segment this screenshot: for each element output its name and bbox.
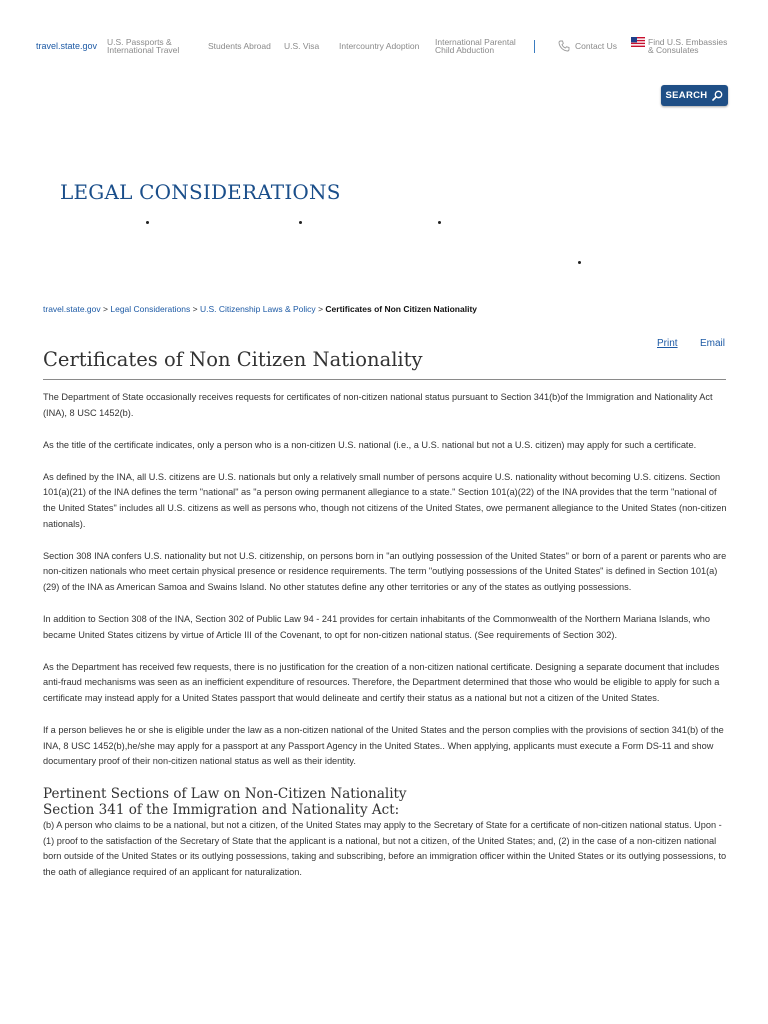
search-button[interactable] [661,85,728,106]
print-link[interactable]: Print [657,338,678,349]
nav-link-find-embassies[interactable] [648,38,727,54]
breadcrumb-legal-considerations[interactable]: Legal Considerations [110,304,191,314]
paragraph: If a person believes he or she is eligible under the law as a non-citizen national of the United States and the person complies with the provisions of section 341(b) of the INA, 8 USC 1452(b),he/she may apply for a passport at any Passport Agency in the United States.. When applying, applicants must execute a Form DS-11 and show documentary proof of their non-citizen national status as well as their identity. [43,724,724,767]
paragraph: As the Department has received few requests, there is no justification for the creation of a non-citizen national certificate. Designing a separate document that includes anti-fraud mechanisms was seen as an inefficient expenditure of resources. Therefore, the Department determined that those who would be eligible to apply for such a certificate may instead apply for a United States passport that would delineate and certify their status as a national but not a citizen of the United States. [43,661,720,703]
breadcrumb [43,304,477,314]
law-section-text: (b) A person who claims to be a national, but not a citizen, of the United States may apply to the Secretary of State for a certificate of non-citizen national status. Upon - (1) proof to the satisfaction of the Secretary of State that the applicant is a national, but not a citizen, of the United States; and, (2) in the case of a non-citizen national born outside of the United States or its outlying possessions, taking and subscribing, before an immigration officer within the United States or its outlying possessions, to the oath of allegiance required of an applicant for naturalization. [43,820,727,877]
nav-link-abduction-line2: Child Abduction [435,45,495,55]
nav-link-passports-line1: U.S. Passports & [107,37,172,47]
nav-link-passports[interactable] [107,38,179,54]
nav-link-students-abroad[interactable]: Students Abroad [208,41,271,51]
nav-link-embassies-line1: Find U.S. Embassies [648,37,728,47]
paragraph: The Department of State occasionally receives requests for certificates of non-citizen national status pursuant to Section 341(b)of the Immigration and Nationality Act (INA), 8 USC 1452(b). [43,392,713,418]
email-link[interactable]: Email [700,338,726,349]
paragraph: In addition to Section 308 of the INA, Section 302 of Public Law 94 - 241 provides for certain inhabitants of the Commonwealth of the Northern Mariana Islands, who became United States citizens by virtue of Article III of the Covenant, to opt for non-citizen national status. (See requirements of Section 302). [43,613,710,640]
top-navigation [0,36,768,60]
us-flag-icon [631,37,645,47]
nav-divider [534,40,535,53]
menu-bullet [578,261,581,264]
breadcrumb-separator: > [103,304,108,314]
nav-link-abduction-line1: International Parental [435,37,516,47]
nav-link-intercountry-adoption[interactable]: Intercountry Adoption [339,41,420,51]
breadcrumb-separator: > [318,304,324,314]
search-icon [712,90,723,101]
nav-link-contact-us[interactable]: Contact Us [575,41,618,51]
menu-bullet [299,221,302,224]
phone-icon [558,40,570,52]
search-button-label: SEARCH [665,90,708,101]
main-content [43,390,727,897]
menu-bullet [438,221,441,224]
menu-bullet [146,221,149,224]
law-section-heading: Pertinent Sections of Law on Non-Citizen Nationality [43,786,407,803]
nav-link-passports-line2: International Travel [107,45,180,55]
paragraph: Section 308 INA confers U.S. nationality but not U.S. citizenship, on persons born in "an outlying possession of the United States" or born of a parent or parents who are non-citizen nationals who meet certain physical presence or residence requirements. The term "outlying possessions of the United States" is defined in Section 101(a)(29) of the INA as American Samoa and Swains Island. No other statutes define any other territories or any of the states as outlying possessions. [43,550,727,592]
title-divider [43,379,726,380]
breadcrumb-current: Certificates of Non Citizen Nationality [325,304,478,314]
section-title: LEGAL CONSIDERATIONS [60,180,341,204]
nav-link-child-abduction[interactable] [435,38,516,54]
paragraph: As defined by the INA, all U.S. citizens are U.S. nationals but only a relatively small number of persons acquire U.S. nationality without becoming U.S. citizens. Section 101(a)(21) of the INA defines the term "national" as "a person owing permanent allegiance to a state." Section 101(a)(22) of the INA provides that the term "national of the United States" includes all U.S. citizens as well as persons who, though not citizens of the United States, owe permanent allegiance to the United States (non-citizen nationals). [43,471,727,529]
page-title: Certificates of Non Citizen Nationality [43,348,423,371]
nav-link-embassies-line2: & Consulates [648,45,699,55]
paragraph: As the title of the certificate indicates, only a person who is a non-citizen U.S. national (i.e., a U.S. national but not a U.S. citizen) may apply for such a certificate. [43,439,697,450]
breadcrumb-citizenship-laws[interactable]: U.S. Citizenship Laws & Policy [199,304,316,314]
breadcrumb-separator: > [192,304,198,314]
nav-link-us-visa[interactable]: U.S. Visa [284,41,320,51]
law-subsection-heading: Section 341 of the Immigration and Nationality Act: [43,802,400,819]
breadcrumb-home[interactable]: travel.state.gov [43,304,101,314]
nav-link-home[interactable]: travel.state.gov [36,41,98,51]
